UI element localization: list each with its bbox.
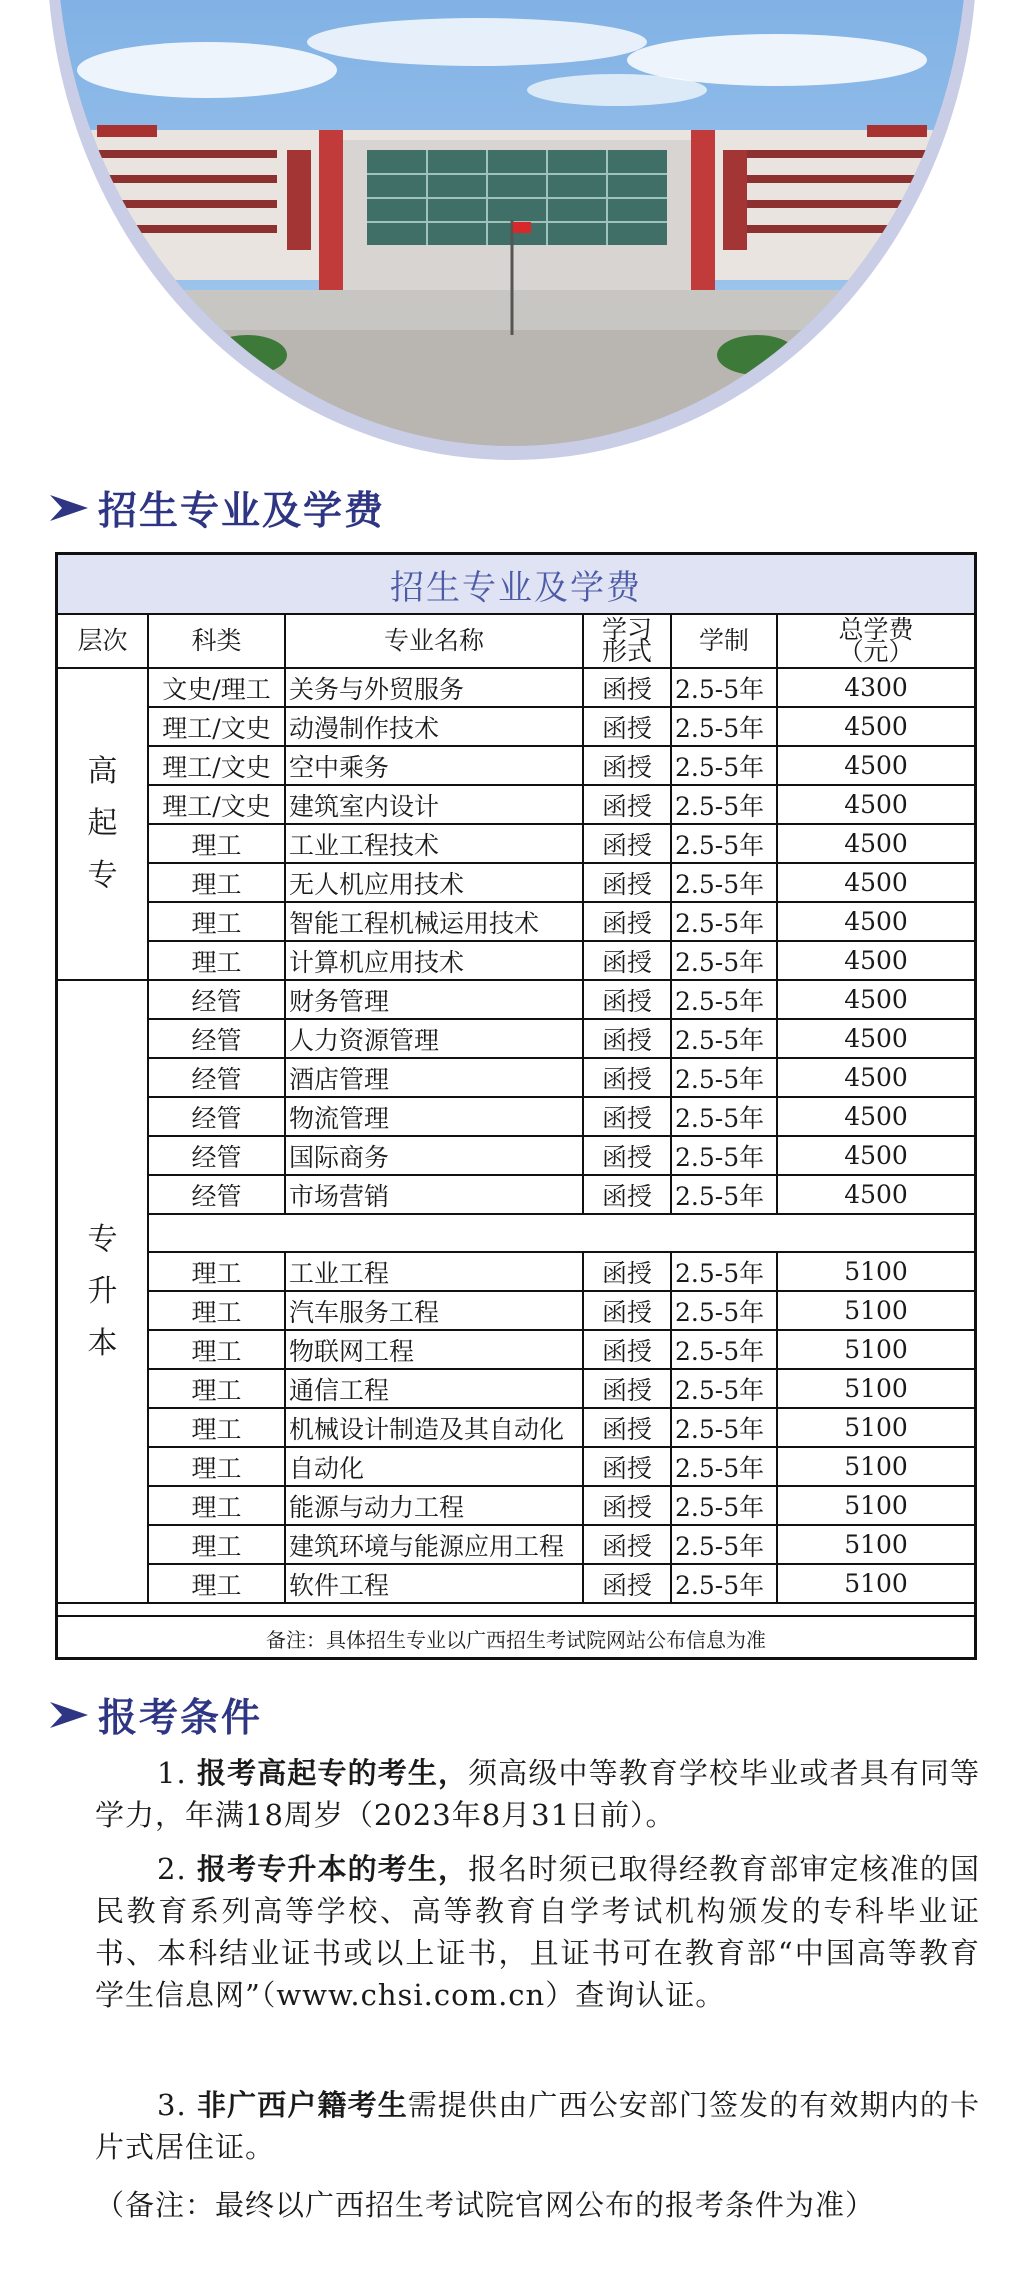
arrow-icon — [50, 493, 88, 523]
cell-study-form: 函授 — [584, 1020, 672, 1059]
cell-major-name: 机械设计制造及其自动化 — [286, 1409, 584, 1448]
cell-category: 理工/文史 — [149, 708, 286, 747]
cell-duration: 2.5-5年 — [672, 1487, 778, 1526]
cell-category: 理工/文史 — [149, 786, 286, 825]
cell-total-fee: 4300 — [778, 669, 974, 708]
cell-category: 理工 — [149, 1370, 286, 1409]
cell-study-form: 函授 — [584, 1331, 672, 1370]
cell-total-fee: 4500 — [778, 1098, 974, 1137]
table-row — [58, 1370, 974, 1409]
cell-category: 理工 — [149, 1565, 286, 1604]
cell-major-name: 建筑环境与能源应用工程 — [286, 1526, 584, 1565]
condition-3 — [95, 2084, 980, 2168]
majors-fee-table — [55, 552, 977, 1660]
cell-major-name: 通信工程 — [286, 1370, 584, 1409]
header-level: 层次 — [58, 615, 149, 669]
cell-category: 经管 — [149, 1059, 286, 1098]
cell-duration: 2.5-5年 — [672, 708, 778, 747]
header-category: 科类 — [149, 615, 286, 669]
table-row — [58, 1565, 974, 1604]
condition-text: 报名时须已取得经教育部审定核准的国民教育系列高等学校、高等教育自学考试机构颁发的专科毕业证书、本科结业证书或以上证书，且证书可在教育部“中国高等教育学生信息网”（www.chsi.com.cn）查询认证。 — [95, 1852, 980, 2012]
cell-major-name: 空中乘务 — [286, 747, 584, 786]
cell-total-fee: 4500 — [778, 825, 974, 864]
cell-duration: 2.5-5年 — [672, 1448, 778, 1487]
cell-category: 理工 — [149, 1448, 286, 1487]
cell-major-name: 无人机应用技术 — [286, 864, 584, 903]
table-row — [58, 864, 974, 903]
table-row — [58, 1526, 974, 1565]
cell-major-name: 物流管理 — [286, 1098, 584, 1137]
cell-total-fee: 4500 — [778, 708, 974, 747]
cell-total-fee: 4500 — [778, 747, 974, 786]
cell-total-fee: 5100 — [778, 1448, 974, 1487]
cell-duration: 2.5-5年 — [672, 1292, 778, 1331]
cell-study-form: 函授 — [584, 864, 672, 903]
cell-total-fee: 4500 — [778, 1176, 974, 1215]
cell-total-fee: 4500 — [778, 1059, 974, 1098]
header-total-fee: 总学费 （元） — [778, 615, 974, 669]
table-row — [58, 1098, 974, 1137]
cell-major-name: 汽车服务工程 — [286, 1292, 584, 1331]
condition-1 — [95, 1752, 980, 1836]
cell-total-fee: 5100 — [778, 1292, 974, 1331]
condition-number: 2. — [157, 1852, 187, 1886]
table-note: 备注：具体招生专业以广西招生考试院网站公布信息为准 — [58, 1615, 974, 1659]
cell-category: 理工 — [149, 1331, 286, 1370]
cell-total-fee: 4500 — [778, 942, 974, 981]
cell-duration: 2.5-5年 — [672, 669, 778, 708]
condition-text: 需提供由广西公安部门签发的有效期内的卡片式居住证。 — [95, 2088, 980, 2164]
conditions-remark: （备注：最终以广西招生考试院官网公布的报考条件为准） — [95, 2188, 876, 2222]
cell-study-form: 函授 — [584, 903, 672, 942]
cell-duration: 2.5-5年 — [672, 1331, 778, 1370]
cell-total-fee: 4500 — [778, 1137, 974, 1176]
cell-duration: 2.5-5年 — [672, 1253, 778, 1292]
cell-major-name: 关务与外贸服务 — [286, 669, 584, 708]
table-row — [58, 669, 974, 708]
section-majors-title: 招生专业及学费 — [98, 489, 386, 534]
cell-total-fee: 4500 — [778, 903, 974, 942]
table-row — [58, 1020, 974, 1059]
cell-category: 理工 — [149, 1526, 286, 1565]
blank-row — [149, 1215, 974, 1253]
cell-study-form: 函授 — [584, 1565, 672, 1604]
cell-major-name: 财务管理 — [286, 981, 584, 1020]
cell-category: 理工 — [149, 1292, 286, 1331]
cell-study-form: 函授 — [584, 1137, 672, 1176]
table-row — [58, 1409, 974, 1448]
cell-category: 文史/理工 — [149, 669, 286, 708]
condition-2 — [95, 1848, 980, 2016]
cell-duration: 2.5-5年 — [672, 1137, 778, 1176]
table-row — [58, 825, 974, 864]
cell-category: 理工 — [149, 942, 286, 981]
table-row — [58, 786, 974, 825]
cell-study-form: 函授 — [584, 1370, 672, 1409]
cell-major-name: 自动化 — [286, 1448, 584, 1487]
cell-major-name: 工业工程 — [286, 1253, 584, 1292]
cell-duration: 2.5-5年 — [672, 786, 778, 825]
cell-major-name: 软件工程 — [286, 1565, 584, 1604]
cell-total-fee: 5100 — [778, 1370, 974, 1409]
cell-category: 理工 — [149, 1409, 286, 1448]
cell-total-fee: 4500 — [778, 1020, 974, 1059]
cell-study-form: 函授 — [584, 825, 672, 864]
level-char: 专 — [87, 1221, 118, 1257]
cell-study-form: 函授 — [584, 747, 672, 786]
cell-study-form: 函授 — [584, 1292, 672, 1331]
cell-category: 理工 — [149, 864, 286, 903]
cell-study-form: 函授 — [584, 981, 672, 1020]
cell-category: 经管 — [149, 981, 286, 1020]
table-row — [58, 747, 974, 786]
condition-number: 3. — [157, 2088, 187, 2122]
cell-major-name: 动漫制作技术 — [286, 708, 584, 747]
cell-total-fee: 4500 — [778, 981, 974, 1020]
section-conditions-title: 报考条件 — [98, 1696, 263, 1741]
cell-total-fee: 5100 — [778, 1565, 974, 1604]
condition-number: 1. — [157, 1756, 187, 1790]
cell-study-form: 函授 — [584, 1059, 672, 1098]
cell-duration: 2.5-5年 — [672, 903, 778, 942]
level-char: 起 — [87, 806, 118, 841]
table-row — [58, 1448, 974, 1487]
table-row — [58, 1059, 974, 1098]
cell-category: 理工 — [149, 825, 286, 864]
cell-major-name: 国际商务 — [286, 1137, 584, 1176]
cell-study-form: 函授 — [584, 1409, 672, 1448]
table-row — [58, 708, 974, 747]
header-major-name: 专业名称 — [286, 615, 584, 669]
cell-study-form: 函授 — [584, 1526, 672, 1565]
cell-major-name: 酒店管理 — [286, 1059, 584, 1098]
level-char: 本 — [87, 1325, 118, 1361]
cell-major-name: 智能工程机械运用技术 — [286, 903, 584, 942]
table-row — [58, 1487, 974, 1526]
cell-duration: 2.5-5年 — [672, 1409, 778, 1448]
cell-study-form: 函授 — [584, 786, 672, 825]
level-char: 专 — [87, 858, 118, 893]
cell-duration: 2.5-5年 — [672, 825, 778, 864]
cell-category: 经管 — [149, 1137, 286, 1176]
condition-lead: 报考专升本的考生， — [197, 1852, 469, 1886]
cell-duration: 2.5-5年 — [672, 864, 778, 903]
hero-banner — [0, 0, 1024, 470]
condition-lead: 非广西户籍考生 — [197, 2088, 408, 2122]
cell-duration: 2.5-5年 — [672, 747, 778, 786]
cell-duration: 2.5-5年 — [672, 1098, 778, 1137]
table-row — [58, 903, 974, 942]
cell-duration: 2.5-5年 — [672, 1370, 778, 1409]
condition-lead: 报考高起专的考生， — [197, 1756, 469, 1790]
cell-duration: 2.5-5年 — [672, 942, 778, 981]
table-row — [58, 1176, 974, 1215]
cell-study-form: 函授 — [584, 1253, 672, 1292]
table-caption: 招生专业及学费 — [58, 555, 974, 615]
table-row — [58, 1137, 974, 1176]
cell-total-fee: 5100 — [778, 1331, 974, 1370]
cell-total-fee: 5100 — [778, 1253, 974, 1292]
cell-category: 理工 — [149, 1253, 286, 1292]
cell-major-name: 人力资源管理 — [286, 1020, 584, 1059]
header-duration: 学制 — [672, 615, 778, 669]
cell-category: 理工 — [149, 903, 286, 942]
cell-study-form: 函授 — [584, 1487, 672, 1526]
condition-text: 须高级中等教育学校毕业或者具有同等学力，年满18周岁（2023年8月31日前）。 — [95, 1756, 980, 1832]
cell-category: 经管 — [149, 1020, 286, 1059]
cell-study-form: 函授 — [584, 708, 672, 747]
cell-duration: 2.5-5年 — [672, 981, 778, 1020]
cell-study-form: 函授 — [584, 942, 672, 981]
level-char: 升 — [87, 1273, 118, 1309]
cell-duration: 2.5-5年 — [672, 1059, 778, 1098]
section-majors-heading — [50, 480, 385, 536]
level-char: 高 — [87, 754, 118, 789]
cell-major-name: 市场营销 — [286, 1176, 584, 1215]
cell-major-name: 能源与动力工程 — [286, 1487, 584, 1526]
cell-total-fee: 4500 — [778, 786, 974, 825]
cell-category: 经管 — [149, 1098, 286, 1137]
arrow-icon — [50, 1700, 88, 1730]
table-row — [58, 942, 974, 981]
cell-duration: 2.5-5年 — [672, 1526, 778, 1565]
cell-study-form: 函授 — [584, 1176, 672, 1215]
cell-category: 理工 — [149, 1487, 286, 1526]
header-study-form: 学习 形式 — [584, 615, 672, 669]
cell-major-name: 工业工程技术 — [286, 825, 584, 864]
cell-duration: 2.5-5年 — [672, 1020, 778, 1059]
cell-study-form: 函授 — [584, 669, 672, 708]
cell-duration: 2.5-5年 — [672, 1176, 778, 1215]
table-row — [58, 981, 974, 1020]
campus-photo — [57, 0, 967, 446]
cell-study-form: 函授 — [584, 1448, 672, 1487]
section-conditions-heading — [50, 1687, 262, 1743]
table-row — [58, 1253, 974, 1292]
cell-total-fee: 4500 — [778, 864, 974, 903]
table-row — [58, 1331, 974, 1370]
cell-total-fee: 5100 — [778, 1487, 974, 1526]
cell-major-name: 建筑室内设计 — [286, 786, 584, 825]
table-row — [58, 1292, 974, 1331]
cell-major-name: 物联网工程 — [286, 1331, 584, 1370]
cell-study-form: 函授 — [584, 1098, 672, 1137]
cell-category: 经管 — [149, 1176, 286, 1215]
cell-total-fee: 5100 — [778, 1526, 974, 1565]
cell-duration: 2.5-5年 — [672, 1565, 778, 1604]
cell-category: 理工/文史 — [149, 747, 286, 786]
cell-total-fee: 5100 — [778, 1409, 974, 1448]
cell-major-name: 计算机应用技术 — [286, 942, 584, 981]
